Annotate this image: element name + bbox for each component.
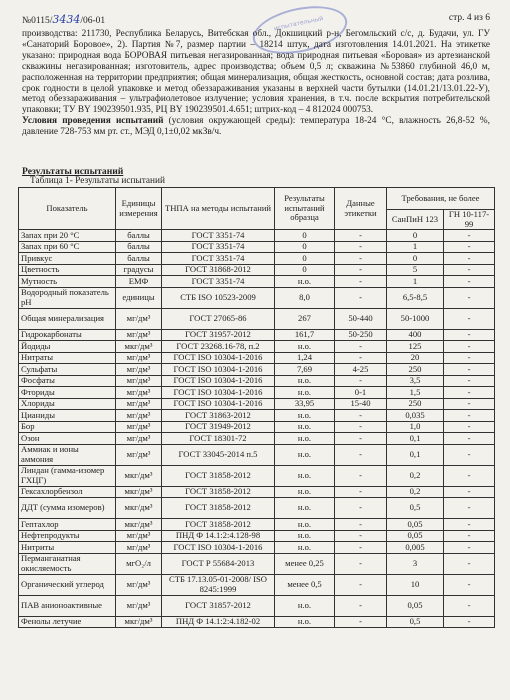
table-caption: Таблица 1- Результаты испытаний (30, 176, 165, 186)
cell-label: - (335, 444, 387, 465)
cell-gn: - (444, 341, 495, 353)
table-row (19, 352, 495, 364)
cell-sanpin: 0,05 (387, 519, 444, 531)
table-row (19, 341, 495, 353)
table-row (19, 387, 495, 399)
cell-gn: - (444, 276, 495, 288)
cell-label: - (335, 276, 387, 288)
document-number (22, 13, 105, 26)
cell-result: н.о. (275, 498, 335, 519)
cell-label: - (335, 421, 387, 433)
header-indicator: Показатель (19, 188, 116, 230)
cell-indicator: Гидрокарбонаты (19, 329, 116, 341)
cell-indicator: Йодиды (19, 341, 116, 353)
cell-label: - (335, 375, 387, 387)
cell-method: ГОСТ 3351-74 (162, 230, 275, 242)
cell-label: 50-250 (335, 329, 387, 341)
cell-sanpin: 0,1 (387, 433, 444, 445)
cell-sanpin: 0 (387, 230, 444, 242)
cell-result: н.о. (275, 410, 335, 422)
cell-sanpin: 400 (387, 329, 444, 341)
cell-result: 0 (275, 230, 335, 242)
cell-label: 0-1 (335, 387, 387, 399)
cell-unit: мг/дм³ (116, 398, 162, 410)
cell-sanpin: 6,5-8,5 (387, 287, 444, 308)
table-row (19, 375, 495, 387)
cell-sanpin: 3,5 (387, 375, 444, 387)
cell-method: ГОСТ 31863-2012 (162, 410, 275, 422)
cell-result: н.о. (275, 530, 335, 542)
cell-result: н.о. (275, 542, 335, 554)
cell-indicator: Водородный показатель pH (19, 287, 116, 308)
table-row (19, 465, 495, 486)
cell-method: ГОСТ 31857-2012 (162, 595, 275, 616)
cell-gn: - (444, 421, 495, 433)
cell-gn: - (444, 253, 495, 265)
cell-label: - (335, 542, 387, 554)
cell-unit: мг/дм³ (116, 375, 162, 387)
conditions-label: Условия проведения испытаний (22, 116, 164, 127)
cell-label: 4-25 (335, 364, 387, 376)
cell-unit: баллы (116, 230, 162, 242)
cell-gn: - (444, 398, 495, 410)
cell-unit: мг/дм³ (116, 444, 162, 465)
cell-indicator: Органический углерод (19, 574, 116, 595)
header-label-data: Данные этикетки (335, 188, 387, 230)
cell-unit: мг/дм³ (116, 542, 162, 554)
cell-sanpin: 3 (387, 553, 444, 574)
cell-unit: мг/дм³ (116, 329, 162, 341)
cell-gn: - (444, 616, 495, 628)
cell-label: - (335, 574, 387, 595)
section-title: Результаты испытаний (22, 166, 124, 177)
cell-indicator: Аммиак и ионы аммония (19, 444, 116, 465)
cell-label: - (335, 433, 387, 445)
cell-unit: мкг/дм³ (116, 341, 162, 353)
cell-indicator: Фенолы летучие (19, 616, 116, 628)
cell-indicator: Общая минерализация (19, 308, 116, 329)
table-row (19, 542, 495, 554)
cell-unit: мг/дм³ (116, 308, 162, 329)
cell-gn: - (444, 410, 495, 422)
cell-indicator: Перманганатная окисляемость (19, 553, 116, 574)
cell-gn: - (444, 444, 495, 465)
table-row (19, 498, 495, 519)
cell-unit: мкг/дм³ (116, 616, 162, 628)
cell-label: - (335, 230, 387, 242)
cell-method: ГОСТ 31858-2012 (162, 465, 275, 486)
table-row (19, 530, 495, 542)
cell-sanpin: 0,5 (387, 616, 444, 628)
table-row (19, 595, 495, 616)
cell-result: 0 (275, 241, 335, 253)
cell-result: 267 (275, 308, 335, 329)
cell-result: 161,7 (275, 329, 335, 341)
cell-gn: - (444, 287, 495, 308)
cell-indicator: ДДТ (сумма изомеров) (19, 498, 116, 519)
cell-result: н.о. (275, 465, 335, 486)
cell-result: н.о. (275, 387, 335, 399)
doc-number-prefix: №0115/ (22, 16, 53, 26)
cell-indicator: Цианиды (19, 410, 116, 422)
cell-gn: - (444, 530, 495, 542)
cell-result: н.о. (275, 486, 335, 498)
cell-sanpin: 0,2 (387, 465, 444, 486)
cell-unit: мгO₂/л (116, 553, 162, 574)
cell-method: ГОСТ ISO 10304-1-2016 (162, 375, 275, 387)
cell-sanpin: 5 (387, 264, 444, 276)
cell-unit: единицы (116, 287, 162, 308)
cell-label: - (335, 253, 387, 265)
cell-sanpin: 250 (387, 398, 444, 410)
cell-unit: ЕМФ (116, 276, 162, 288)
cell-unit: мг/дм³ (116, 364, 162, 376)
table-row (19, 553, 495, 574)
cell-gn: - (444, 465, 495, 486)
cell-result: н.о. (275, 433, 335, 445)
cell-indicator: Хлориды (19, 398, 116, 410)
cell-label: - (335, 287, 387, 308)
header-gn: ГН 10-117-99 (444, 210, 495, 230)
intro-paragraph: производства: 211730, Республика Беларусь, Витебская обл., Докшицкий р-н, Бегомльский с/с, д. Будачи, ул. ГУ «Санаторий Боровое», 2). Партия №7, размер партии – 18214 штук, дата изготовления 14.01.2021. На этикетке указано: природная вода БОРОВАЯ питьевая негазированная; вода природная питьевая «Боровая» из артезианской скважины негазированная; изготовитель, адрес производства; объем 0,5 л; скважина №53860 глубиной 46,0 м, расположенная на территории предприятия; общая минерализация, общая жесткость, основной состав; дата розлива, срок годности в целой упаковке и метод обеззараживания указаны в верхней части бутылки (14.01.21/13.01.22-У), метод обеззараживания – ультрафиолетовое излучение; условия хранения, в т.ч. после вскрытия потребительской упаковки; ТУ BY 190239501.935, РЦ BY 190239501.4.651; штрих-код – 4 812024 000753. (22, 29, 490, 116)
cell-indicator: Привкус (19, 253, 116, 265)
cell-method: ГОСТ 31957-2012 (162, 329, 275, 341)
cell-method: ГОСТ 31858-2012 (162, 498, 275, 519)
table-row (19, 364, 495, 376)
header-method: ТНПА на методы испытаний (162, 188, 275, 230)
cell-indicator: Нитриты (19, 542, 116, 554)
cell-indicator: Озон (19, 433, 116, 445)
cell-method: ГОСТ 31949-2012 (162, 421, 275, 433)
header-units: Единицы измерения (116, 188, 162, 230)
cell-indicator: Фосфаты (19, 375, 116, 387)
cell-indicator: ПАВ анионоактивные (19, 595, 116, 616)
table-row (19, 398, 495, 410)
cell-sanpin: 0,05 (387, 595, 444, 616)
cell-unit: мг/дм³ (116, 421, 162, 433)
cell-gn: - (444, 433, 495, 445)
cell-method: ПНД Ф 14.1:2:4.128-98 (162, 530, 275, 542)
cell-result: н.о. (275, 519, 335, 531)
cell-gn: - (444, 519, 495, 531)
cell-unit: мкг/дм³ (116, 486, 162, 498)
page-number: стр. 4 из 6 (448, 13, 490, 23)
cell-result: н.о. (275, 421, 335, 433)
cell-label: - (335, 465, 387, 486)
cell-label: - (335, 341, 387, 353)
cell-label: - (335, 264, 387, 276)
cell-gn: - (444, 241, 495, 253)
cell-sanpin: 0,1 (387, 444, 444, 465)
cell-method: ГОСТ ISO 10304-1-2016 (162, 352, 275, 364)
cell-indicator: Мутность (19, 276, 116, 288)
cell-label: - (335, 241, 387, 253)
cell-unit: мг/дм³ (116, 530, 162, 542)
cell-indicator: Гексахлорбензол (19, 486, 116, 498)
cell-sanpin: 1,5 (387, 387, 444, 399)
cell-gn: - (444, 375, 495, 387)
cell-gn: - (444, 329, 495, 341)
cell-unit: баллы (116, 241, 162, 253)
cell-indicator: Нефтепродукты (19, 530, 116, 542)
cell-gn: - (444, 264, 495, 276)
stamp-text: испытательный (273, 15, 324, 33)
cell-gn: - (444, 595, 495, 616)
cell-result: 7,69 (275, 364, 335, 376)
table-row (19, 433, 495, 445)
cell-unit: мкг/дм³ (116, 465, 162, 486)
cell-method: ГОСТ 33045-2014 п.5 (162, 444, 275, 465)
cell-label: 15-40 (335, 398, 387, 410)
cell-method: ГОСТ 3351-74 (162, 241, 275, 253)
cell-gn: - (444, 486, 495, 498)
cell-indicator: Сульфаты (19, 364, 116, 376)
cell-indicator: Цветность (19, 264, 116, 276)
cell-result: н.о. (275, 375, 335, 387)
cell-result: 0 (275, 264, 335, 276)
cell-label: - (335, 595, 387, 616)
cell-result: менее 0,5 (275, 574, 335, 595)
cell-sanpin: 10 (387, 574, 444, 595)
table-row (19, 421, 495, 433)
results-body (19, 230, 495, 628)
cell-gn: - (444, 230, 495, 242)
cell-sanpin: 0,05 (387, 530, 444, 542)
table-row (19, 519, 495, 531)
cell-sanpin: 0 (387, 253, 444, 265)
cell-result: н.о. (275, 595, 335, 616)
cell-result: менее 0,25 (275, 553, 335, 574)
cell-method: ГОСТ ISO 10304-1-2016 (162, 542, 275, 554)
cell-label: - (335, 486, 387, 498)
cell-unit: мг/дм³ (116, 595, 162, 616)
cell-method: ГОСТ 31868-2012 (162, 264, 275, 276)
cell-sanpin: 0,035 (387, 410, 444, 422)
cell-result: н.о. (275, 276, 335, 288)
cell-method: ГОСТ 27065-86 (162, 308, 275, 329)
cell-gn: - (444, 574, 495, 595)
cell-label: - (335, 553, 387, 574)
cell-unit: мг/дм³ (116, 352, 162, 364)
cell-sanpin: 1 (387, 241, 444, 253)
cell-unit: мкг/дм³ (116, 519, 162, 531)
table-row (19, 444, 495, 465)
cell-label: - (335, 410, 387, 422)
table-row (19, 486, 495, 498)
cell-unit: градусы (116, 264, 162, 276)
cell-result: 8,0 (275, 287, 335, 308)
cell-method: СТБ 17.13.05-01-2008/ ISO 8245:1999 (162, 574, 275, 595)
cell-method: ГОСТ Р 55684-2013 (162, 553, 275, 574)
header-result: Результаты испытаний образца (275, 188, 335, 230)
table-row (19, 264, 495, 276)
doc-number-handwritten: 3434 (52, 13, 81, 26)
cell-sanpin: 0,5 (387, 498, 444, 519)
doc-number-suffix: /06-01 (80, 16, 106, 26)
cell-method: ГОСТ 18301-72 (162, 433, 275, 445)
cell-indicator: Нитраты (19, 352, 116, 364)
cell-sanpin: 0,2 (387, 486, 444, 498)
cell-sanpin: 125 (387, 341, 444, 353)
cell-indicator: Запах при 60 °С (19, 241, 116, 253)
cell-indicator: Гептахлор (19, 519, 116, 531)
cell-label: - (335, 498, 387, 519)
cell-method: ГОСТ 3351-74 (162, 276, 275, 288)
cell-method: ГОСТ 31858-2012 (162, 519, 275, 531)
table-row (19, 410, 495, 422)
table-row (19, 574, 495, 595)
cell-sanpin: 1 (387, 276, 444, 288)
cell-method: ГОСТ ISO 10304-1-2016 (162, 398, 275, 410)
cell-indicator: Линдан (гамма-изомер ГХЦГ) (19, 465, 116, 486)
cell-gn: - (444, 364, 495, 376)
cell-result: н.о. (275, 341, 335, 353)
table-row (19, 276, 495, 288)
cell-result: 33,95 (275, 398, 335, 410)
table-row (19, 253, 495, 265)
cell-label: - (335, 530, 387, 542)
cell-unit: мг/дм³ (116, 433, 162, 445)
table-row (19, 308, 495, 329)
cell-gn: - (444, 553, 495, 574)
cell-sanpin: 50-1000 (387, 308, 444, 329)
cell-gn: - (444, 308, 495, 329)
cell-method: ГОСТ ISO 10304-1-2016 (162, 364, 275, 376)
cell-sanpin: 1,0 (387, 421, 444, 433)
conditions-paragraph (22, 116, 490, 138)
intro-text (22, 29, 490, 138)
cell-sanpin: 250 (387, 364, 444, 376)
cell-unit: мкг/дм³ (116, 498, 162, 519)
conditions-text: (условия окружающей среды): температура 18-24 °С, влажность 26,8-52 %, давление 728-753 мм рт. ст., МЭД 0,1±0,02 мкЗв/ч. (22, 116, 491, 138)
cell-method: ГОСТ 31858-2012 (162, 486, 275, 498)
table-row (19, 241, 495, 253)
cell-result: н.о. (275, 616, 335, 628)
cell-sanpin: 20 (387, 352, 444, 364)
cell-method: ПНД Ф 14.1:2:4.182-02 (162, 616, 275, 628)
header-sanpin: СанПиН 123 (387, 210, 444, 230)
table-row (19, 287, 495, 308)
table-row (19, 616, 495, 628)
cell-label: - (335, 352, 387, 364)
cell-result: н.о. (275, 444, 335, 465)
cell-unit: мг/дм³ (116, 410, 162, 422)
cell-unit: баллы (116, 253, 162, 265)
results-table (18, 187, 495, 628)
cell-unit: мг/дм³ (116, 574, 162, 595)
table-row (19, 329, 495, 341)
cell-label: - (335, 519, 387, 531)
cell-sanpin: 0,005 (387, 542, 444, 554)
cell-method: ГОСТ 3351-74 (162, 253, 275, 265)
cell-label: - (335, 616, 387, 628)
cell-method: СТБ ISO 10523-2009 (162, 287, 275, 308)
cell-indicator: Бор (19, 421, 116, 433)
cell-unit: мг/дм³ (116, 387, 162, 399)
cell-label: 50-440 (335, 308, 387, 329)
header-requirements: Требования, не более (387, 188, 495, 210)
cell-result: 0 (275, 253, 335, 265)
cell-gn: - (444, 542, 495, 554)
cell-method: ГОСТ ISO 10304-1-2016 (162, 387, 275, 399)
table-row (19, 230, 495, 242)
cell-gn: - (444, 498, 495, 519)
cell-result: 1,24 (275, 352, 335, 364)
cell-gn: - (444, 352, 495, 364)
cell-indicator: Фториды (19, 387, 116, 399)
cell-method: ГОСТ 23268.16-78, п.2 (162, 341, 275, 353)
cell-indicator: Запах при 20 °С (19, 230, 116, 242)
cell-gn: - (444, 387, 495, 399)
